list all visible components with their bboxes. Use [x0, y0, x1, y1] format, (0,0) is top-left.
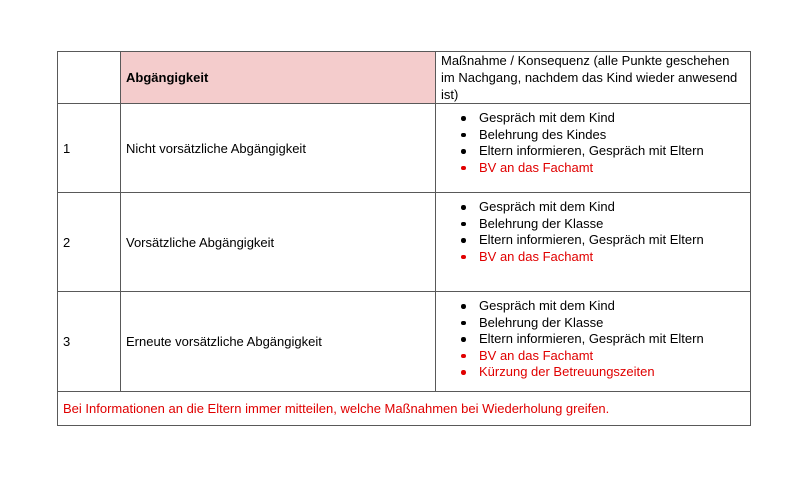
measure-item: BV an das Fachamt — [441, 348, 745, 365]
measure-item: Eltern informieren, Gespräch mit Eltern — [441, 143, 745, 160]
table-row — [58, 292, 751, 392]
footer-note: Bei Informationen an die Eltern immer mitteilen, welche Maßnahmen bei Wiederholung greifen. — [58, 392, 751, 426]
table-row — [58, 104, 751, 193]
row-measures — [436, 292, 751, 392]
header-cell-category: Abgängigkeit — [121, 52, 436, 104]
measures-list — [441, 199, 745, 265]
absence-consequences-table — [57, 51, 751, 426]
measure-item: Gespräch mit dem Kind — [441, 199, 745, 216]
measure-item: BV an das Fachamt — [441, 160, 745, 177]
table-header-row — [58, 52, 751, 104]
measures-list — [441, 298, 745, 381]
measure-item: Eltern informieren, Gespräch mit Eltern — [441, 331, 745, 348]
measure-item: Kürzung der Betreuungszeiten — [441, 364, 745, 381]
row-category: Erneute vorsätzliche Abgängigkeit — [121, 292, 436, 392]
measures-list — [441, 110, 745, 176]
measure-item: Gespräch mit dem Kind — [441, 110, 745, 127]
row-number: 1 — [58, 104, 121, 193]
row-measures — [436, 104, 751, 193]
measure-item: BV an das Fachamt — [441, 249, 745, 266]
measure-item: Belehrung der Klasse — [441, 315, 745, 332]
row-measures — [436, 193, 751, 292]
header-cell-empty — [58, 52, 121, 104]
row-category: Vorsätzliche Abgängigkeit — [121, 193, 436, 292]
row-category: Nicht vorsätzliche Abgängigkeit — [121, 104, 436, 193]
row-number: 2 — [58, 193, 121, 292]
measure-item: Belehrung des Kindes — [441, 127, 745, 144]
header-cell-measures: Maßnahme / Konsequenz (alle Punkte geschehen im Nachgang, nachdem das Kind wieder anwesend ist) — [436, 52, 751, 104]
measure-item: Eltern informieren, Gespräch mit Eltern — [441, 232, 745, 249]
table-footer-row — [58, 392, 751, 426]
measure-item: Gespräch mit dem Kind — [441, 298, 745, 315]
measure-item: Belehrung der Klasse — [441, 216, 745, 233]
row-number: 3 — [58, 292, 121, 392]
table-row — [58, 193, 751, 292]
